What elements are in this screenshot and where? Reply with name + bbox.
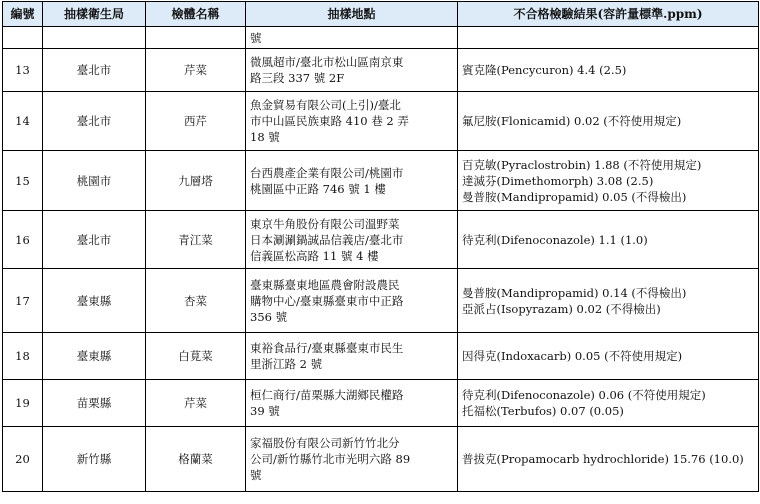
cell-location-line: 39 號 — [250, 404, 280, 418]
cell-location-line: 桃園區中正路 746 號 1 樓 — [250, 181, 386, 196]
cell-no: 20 — [3, 427, 43, 492]
cell-results-line: 曼普胺(Mandipropamid) 0.14 (不得檢出) — [462, 285, 687, 300]
cell-no: 16 — [3, 211, 43, 269]
cell-no: 14 — [3, 92, 43, 151]
cell-results — [458, 333, 759, 380]
cell-sample: 芹菜 — [146, 49, 246, 92]
table-row — [3, 211, 759, 269]
cell-results-line: 普拔克(Propamocarb hydrochloride) 15.76 (10.0) — [462, 452, 744, 466]
cell-results-line: 亞派占(Isopyrazam) 0.02 (不得檢出) — [462, 301, 661, 316]
cell-results — [458, 269, 759, 333]
cell-results — [458, 49, 759, 92]
cell-location — [246, 333, 458, 380]
cell-location-line: 家福股份有限公司新竹竹北分 — [250, 436, 400, 450]
inspection-table — [2, 1, 759, 492]
cell-agency — [43, 27, 146, 49]
cell-sample: 芹菜 — [146, 380, 246, 427]
cell-location-line: 市中山區民族東路 410 巷 2 弄 — [250, 114, 409, 128]
cell-location-line: 桓仁商行/苗栗縣大湖鄉民權路 — [250, 388, 404, 402]
cell-location — [246, 49, 458, 92]
cell-sample: 九層塔 — [146, 151, 246, 211]
cell-sample: 白莧菜 — [146, 333, 246, 380]
cell-agency: 臺北市 — [43, 211, 146, 269]
cell-no — [3, 27, 43, 49]
table-row — [3, 269, 759, 333]
cell-results-line: 氟尼胺(Flonicamid) 0.02 (不符使用規定) — [462, 114, 682, 128]
cell-location — [246, 27, 458, 49]
cell-no: 19 — [3, 380, 43, 427]
cell-location-line: 號 — [250, 30, 262, 45]
cell-no: 18 — [3, 333, 43, 380]
cell-results-line: 因得克(Indoxacarb) 0.05 (不符使用規定) — [462, 349, 683, 363]
cell-sample: 青江菜 — [146, 211, 246, 269]
cell-location — [246, 92, 458, 151]
cell-location — [246, 380, 458, 427]
cell-results — [458, 380, 759, 427]
cell-location-line: 公司/新竹縣竹北市光明六路 89 — [250, 452, 411, 466]
cell-location-line: 號 — [250, 468, 262, 482]
cell-location — [246, 269, 458, 333]
cell-results — [458, 92, 759, 151]
cell-results-line: 達滅芬(Dimethomorph) 3.08 (2.5) — [462, 173, 654, 188]
cell-no: 15 — [3, 151, 43, 211]
cell-agency: 臺北市 — [43, 92, 146, 151]
cell-sample: 杏菜 — [146, 269, 246, 333]
cell-location-line: 魚金貿易有限公司(上引)/臺北 — [250, 98, 401, 112]
header-agency: 抽樣衛生局 — [43, 2, 146, 27]
cell-location — [246, 427, 458, 492]
cell-location-line: 路三段 337 號 2F — [250, 71, 345, 85]
header-row — [3, 2, 759, 27]
cell-location-line: 臺東縣臺東地區農會附設農民 — [250, 277, 400, 292]
cell-location-line: 東裕食品行/臺東縣臺東市民生 — [250, 341, 404, 355]
cell-location — [246, 211, 458, 269]
cell-sample: 格蘭菜 — [146, 427, 246, 492]
cell-location — [246, 151, 458, 211]
cell-no: 17 — [3, 269, 43, 333]
cell-location-line: 里浙江路 2 號 — [250, 357, 323, 371]
header-results: 不合格檢驗結果(容許量標準.ppm) — [458, 2, 759, 27]
table-row — [3, 92, 759, 151]
table-row — [3, 333, 759, 380]
cell-agency: 苗栗縣 — [43, 380, 146, 427]
cell-location-line: 東京牛角股份有限公司溫野菜 — [250, 216, 400, 231]
cell-agency: 新竹縣 — [43, 427, 146, 492]
cell-sample — [146, 27, 246, 49]
table-row — [3, 27, 759, 49]
cell-location-line: 購物中心/臺東縣臺東市中正路 — [250, 293, 404, 308]
cell-agency: 臺北市 — [43, 49, 146, 92]
header-sample: 檢體名稱 — [146, 2, 246, 27]
cell-results-line: 曼普胺(Mandipropamid) 0.05 (不得檢出) — [462, 189, 687, 204]
cell-agency: 臺東縣 — [43, 269, 146, 333]
cell-agency: 桃園市 — [43, 151, 146, 211]
cell-location-line: 微風超市/臺北市松山區南京東 — [250, 55, 404, 69]
cell-location-line: 18 號 — [250, 130, 280, 144]
cell-results — [458, 211, 759, 269]
cell-results — [458, 427, 759, 492]
cell-location-line: 日本涮涮鍋誠品信義店/臺北市 — [250, 232, 404, 247]
cell-results-line: 托福松(Terbufos) 0.07 (0.05) — [462, 404, 624, 418]
cell-results-line: 待克利(Difenoconazole) 0.06 (不符使用規定) — [462, 388, 706, 402]
table-row — [3, 427, 759, 492]
cell-results-line: 待克利(Difenoconazole) 1.1 (1.0) — [462, 232, 648, 247]
table-body — [3, 27, 759, 492]
cell-location-line: 信義區松高路 11 號 4 樓 — [250, 248, 379, 263]
table-row — [3, 49, 759, 92]
cell-results-line: 百克敏(Pyraclostrobin) 1.88 (不符使用規定) — [462, 157, 702, 172]
header-location: 抽樣地點 — [246, 2, 458, 27]
cell-location-line: 台西農產企業有限公司/桃園市 — [250, 165, 404, 180]
cell-no: 13 — [3, 49, 43, 92]
header-no: 編號 — [3, 2, 43, 27]
cell-location-line: 356 號 — [250, 309, 288, 324]
cell-sample: 西芹 — [146, 92, 246, 151]
table-row — [3, 380, 759, 427]
cell-results — [458, 27, 759, 49]
cell-results — [458, 151, 759, 211]
cell-results-line: 賓克隆(Pencycuron) 4.4 (2.5) — [462, 63, 627, 77]
cell-agency: 臺東縣 — [43, 333, 146, 380]
table-row — [3, 151, 759, 211]
